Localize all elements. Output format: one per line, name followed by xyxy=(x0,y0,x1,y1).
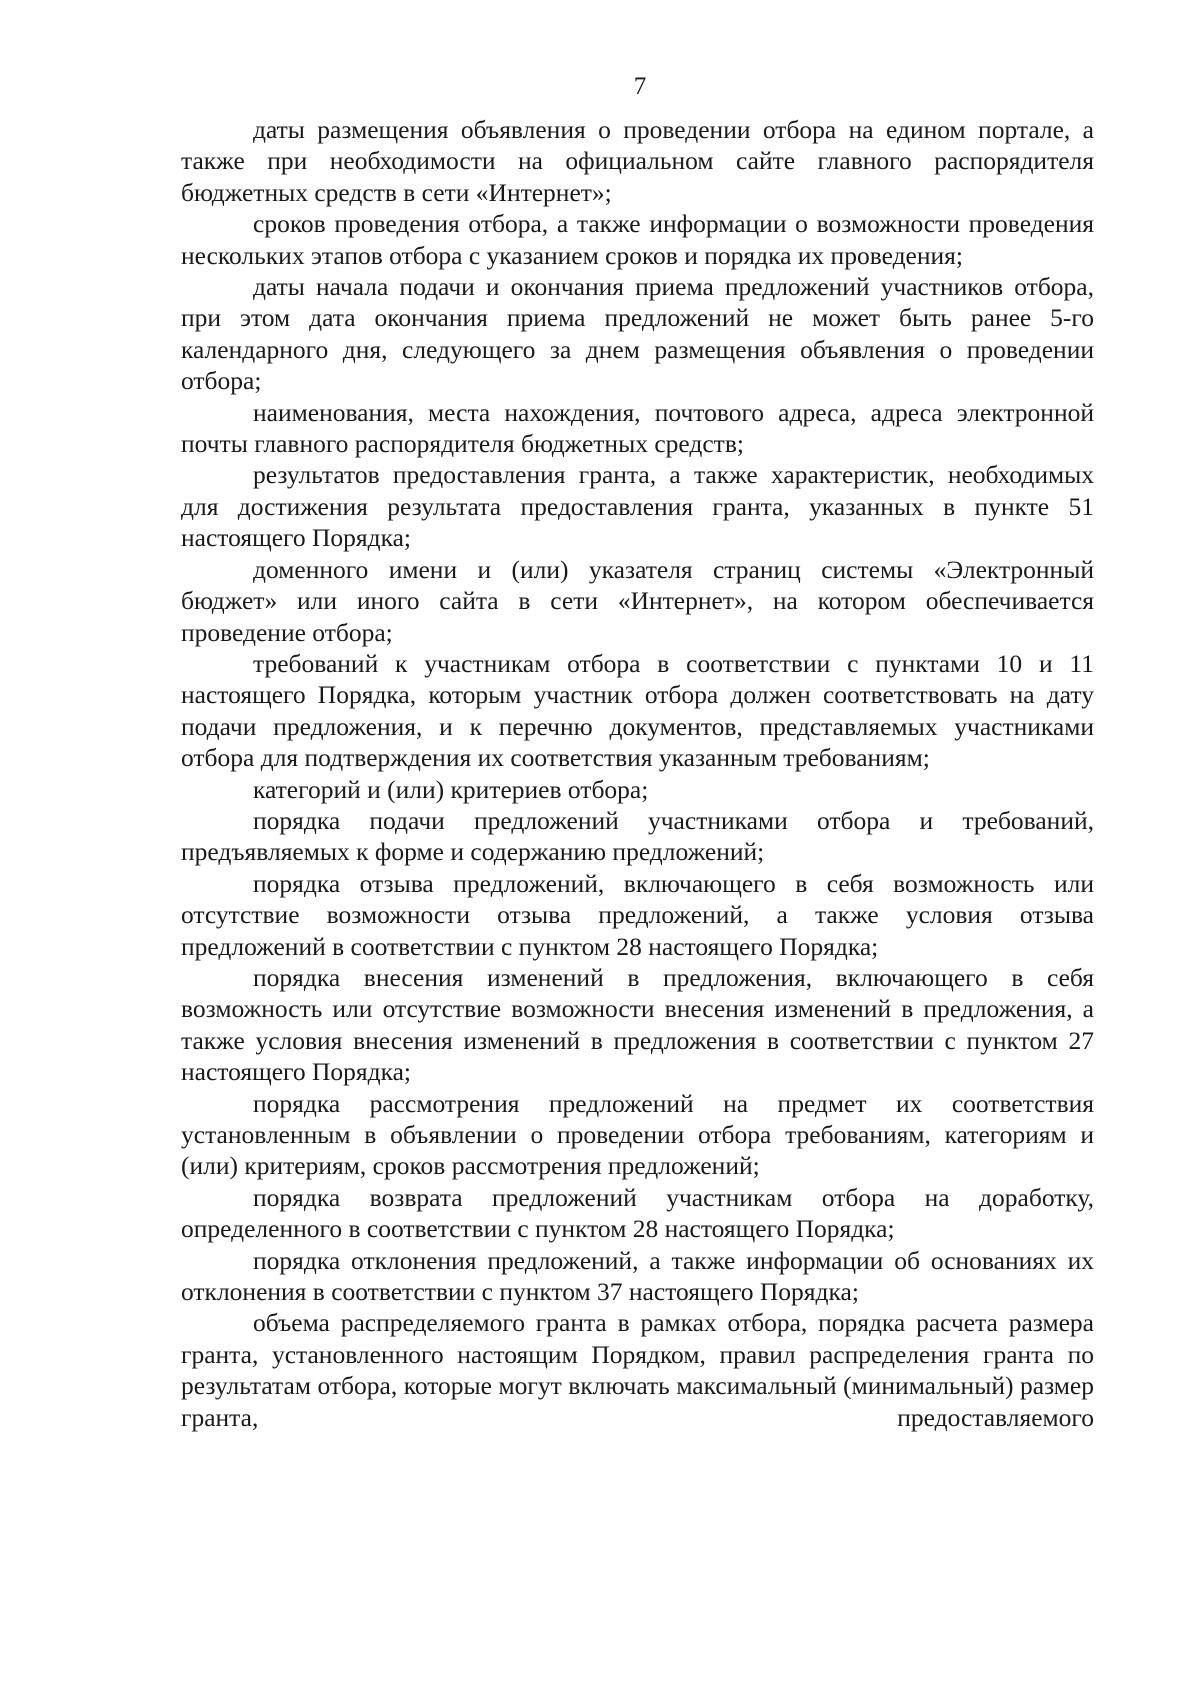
paragraph-grant-results: результатов предоставления гранта, а также характеристик, необходимых для достижения результата предоставления гранта, указанных в пункте 51 настоящего Порядка; xyxy=(181,460,1094,553)
paragraph-submission-procedure: порядка подачи предложений участниками отбора и требований, предъявляемых к форме и содержанию предложений; xyxy=(181,805,1094,867)
paragraph-withdrawal-procedure: порядка отзыва предложений, включающего в себя возможность или отсутствие возможности отзыва предложений, а также условия отзыва предложений в соответствии с пунктом 28 настоящего Порядка; xyxy=(181,868,1094,961)
paragraph-amendment-procedure: порядка внесения изменений в предложения, включающего в себя возможность или отсутствие возможности внесения изменений в предложения, а также условия внесения изменений в предложения в соответствии с пунктом 27 настоящего Порядка; xyxy=(181,962,1094,1087)
paragraph-selection-terms: сроков проведения отбора, а также информации о возможности проведения нескольких этапов отбора с указанием сроков и порядка их проведения; xyxy=(181,209,1094,270)
paragraph-contact-details: наименования, места нахождения, почтового адреса, адреса электронной почты главного распорядителя бюджетных средств; xyxy=(181,397,1094,459)
paragraph-submission-dates: даты начала подачи и окончания приема предложений участников отбора, при этом дата окончания приема предложений не может быть ранее 5-го календарного дня, следующего за днем размещения объявления о проведении отбора; xyxy=(181,272,1094,396)
paragraph-publication-date: даты размещения объявления о проведении отбора на едином портале, а также при необходимости на официальном сайте главного распорядителя бюджетных средств в сети «Интернет»; xyxy=(181,115,1094,207)
page-number: 7 xyxy=(633,73,647,100)
paragraph-review-procedure: порядка рассмотрения предложений на предмет их соответствия установленным в объявлении о проведении отбора требованиям, категориям и (или) критериям, сроков рассмотрения предложений; xyxy=(181,1088,1094,1181)
document-body xyxy=(181,114,1094,1433)
paragraph-selection-criteria: категорий и (или) критериев отбора; xyxy=(253,774,649,804)
paragraph-rejection-procedure: порядка отклонения предложений, а также информации об основаниях их отклонения в соответствии с пунктом 37 настоящего Порядка; xyxy=(181,1245,1094,1307)
paragraph-domain-name: доменного имени и (или) указателя страниц системы «Электронный бюджет» или иного сайта в сети «Интернет», на котором обеспечивается проведение отбора; xyxy=(181,554,1094,647)
paragraph-grant-volume: объема распределяемого гранта в рамках отбора, порядка расчета размера гранта, установленного настоящим Порядком, правил распределения гранта по результатам отбора, которые могут включать максимальный (минимальный) размер гранта, предоставляемого xyxy=(181,1308,1094,1432)
paragraph-return-procedure: порядка возврата предложений участникам отбора на доработку, определенного в соответствии с пунктом 28 настоящего Порядка; xyxy=(181,1182,1094,1244)
paragraph-participant-requirements: требований к участникам отбора в соответствии с пунктами 10 и 11 настоящего Порядка, которым участник отбора должен соответствовать на дату подачи предложения, и к перечню документов, представляемых участниками отбора для подтверждения их соответствия указанным требованиям; xyxy=(181,648,1094,773)
